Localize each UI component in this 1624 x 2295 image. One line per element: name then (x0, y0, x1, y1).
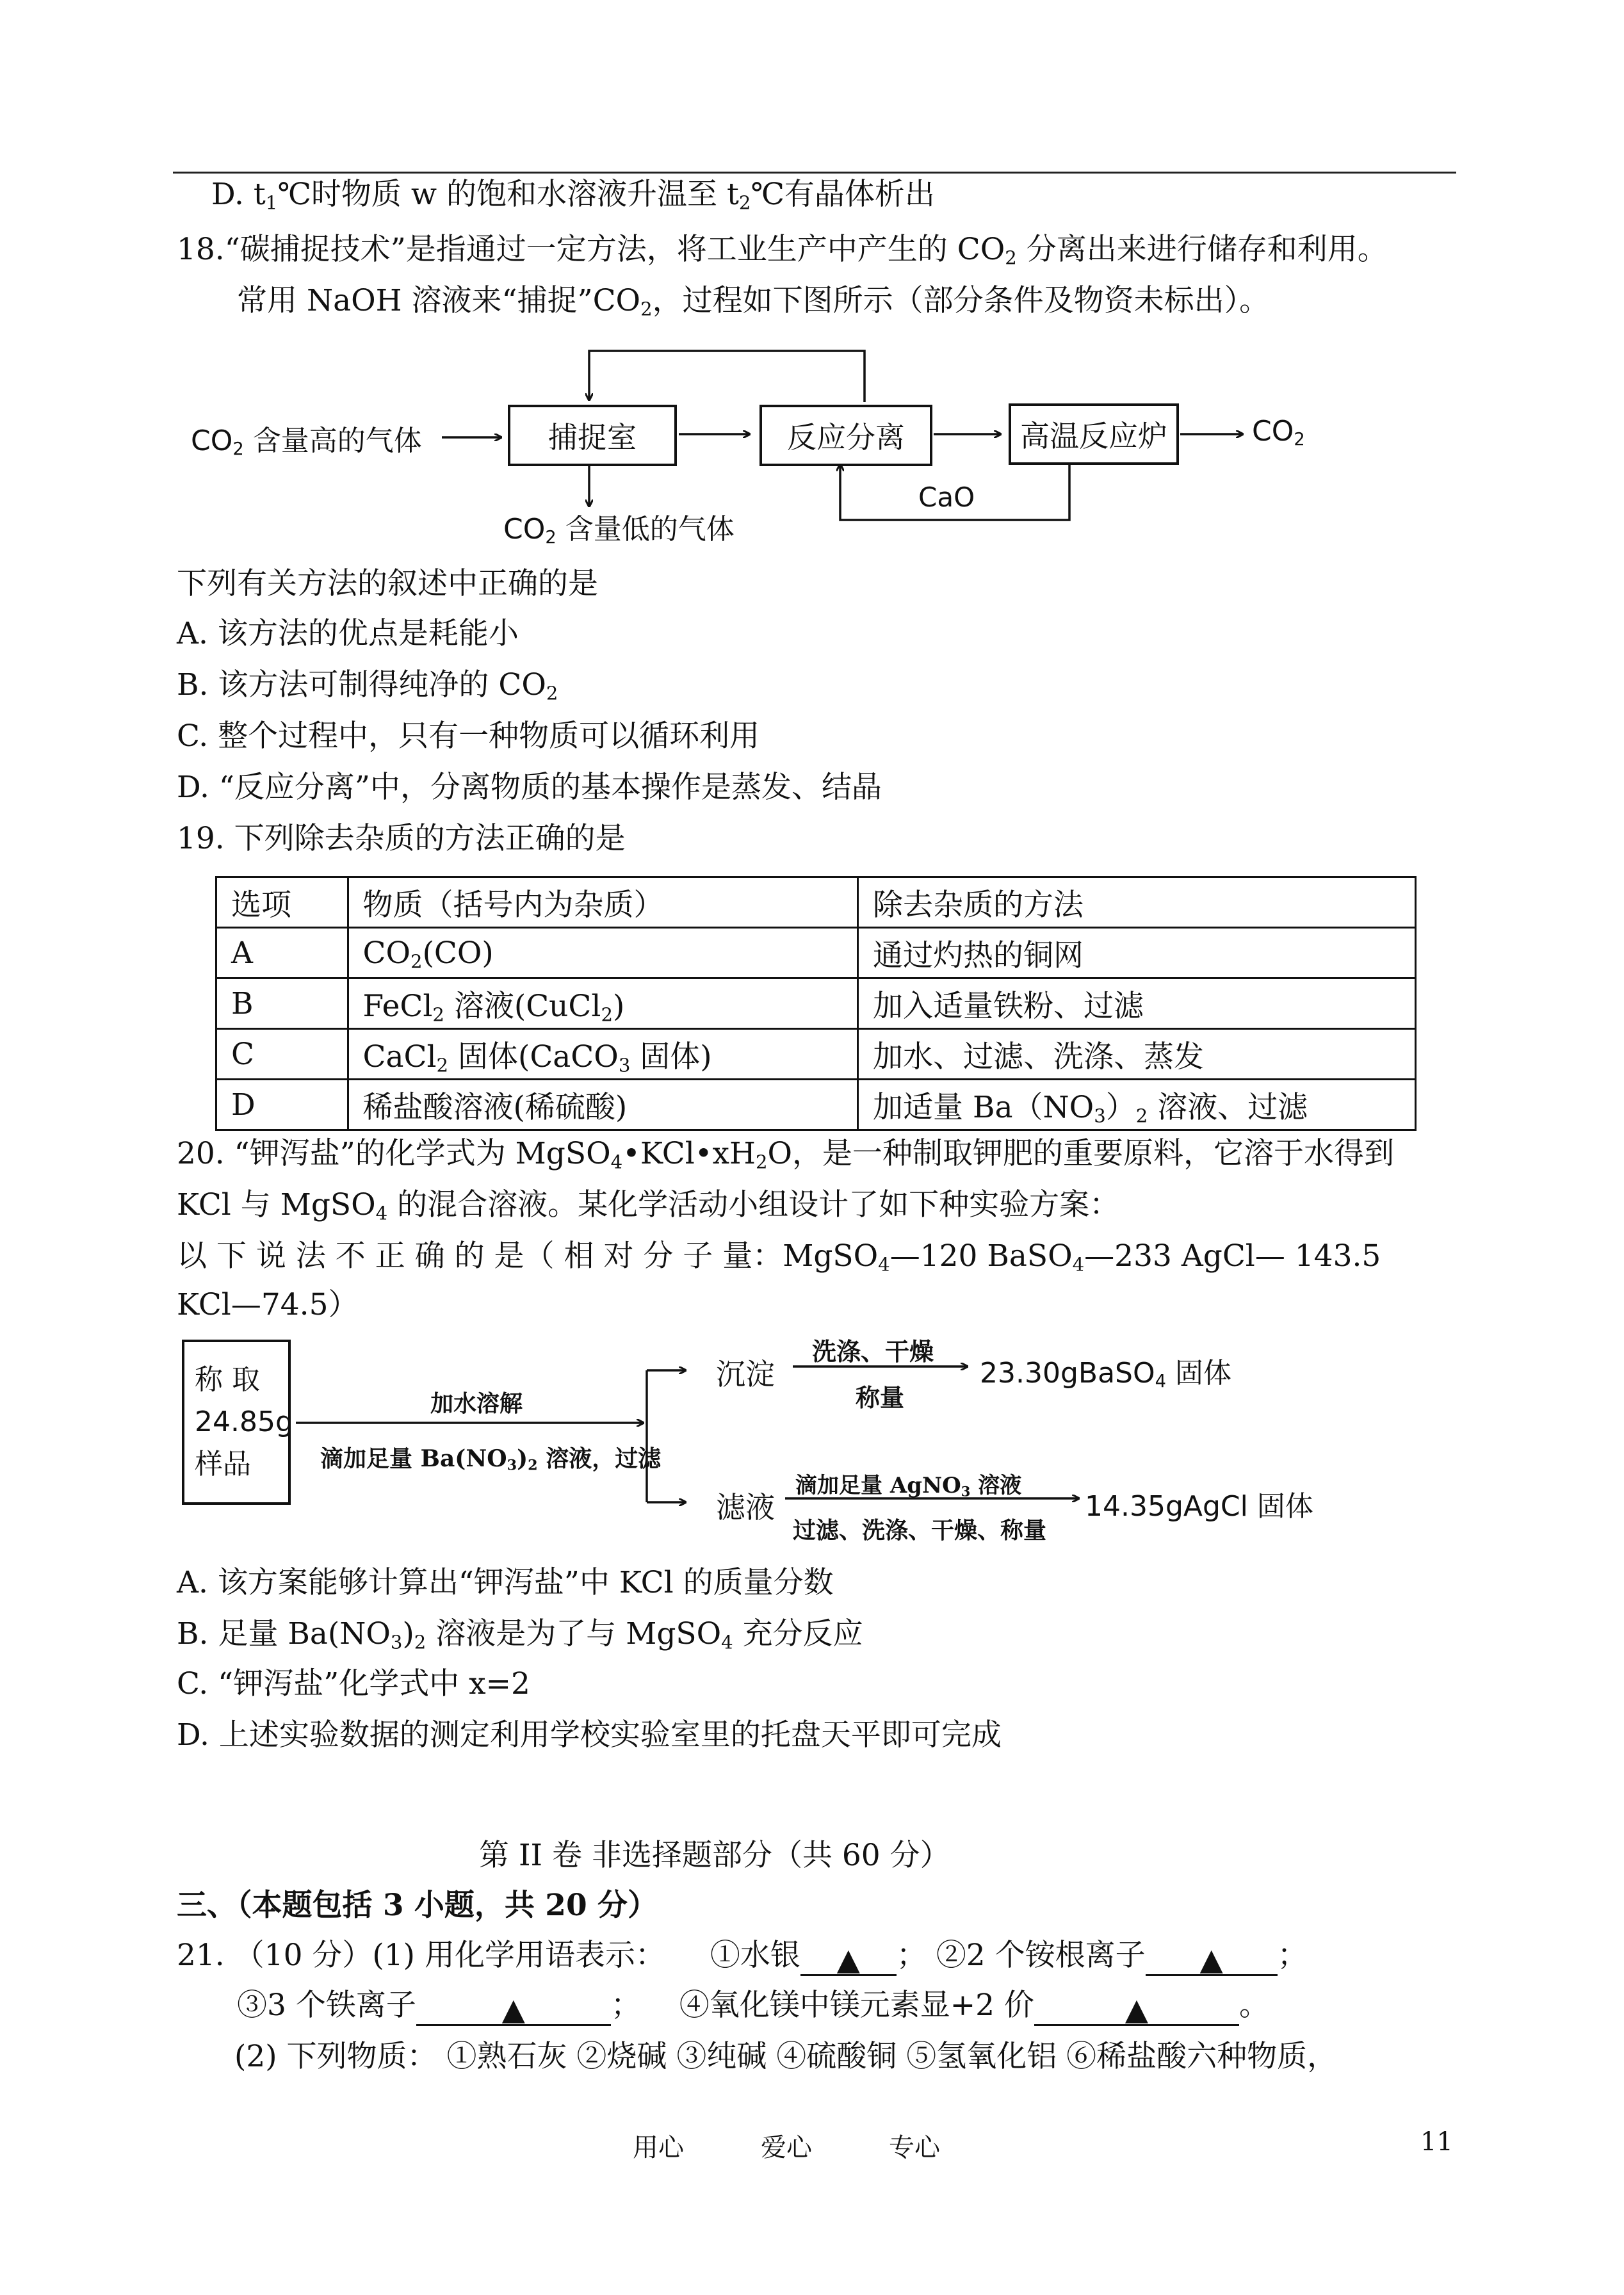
q18-box-capture-chamber: 捕捉室 (508, 405, 677, 466)
q18-option-d: D. “反应分离”中，分离物质的基本操作是蒸发、结晶 (177, 770, 882, 805)
q20-precip-step-top: 洗涤、干燥 (812, 1337, 934, 1366)
table-header: 选项 (216, 877, 348, 928)
q18-input-gas: $CO_2$ 含量高的气体 (191, 425, 422, 459)
answer-blank-4[interactable]: ▲ (1034, 1990, 1239, 2026)
q20-filtrate-step-bottom: 过滤、洗涤、干燥、称量 (793, 1517, 1047, 1544)
q18-box-high-temp-furnace: 高温反应炉 (1009, 403, 1179, 465)
q18-stem-line2: 常用 NaOH 溶液来“捕捉$”CO_2$，过程如下图所示（部分条件及物资未标出）。 (237, 283, 1270, 320)
section3-title: 三、（本题包括 3 小题，共 20 分） (177, 1888, 658, 1923)
table-cell: 稀盐酸溶液(稀硫酸) (348, 1080, 858, 1130)
answer-blank-2[interactable]: ▲ (1146, 1940, 1278, 1976)
q18-box-reaction-separation: 反应分离 (759, 405, 932, 466)
q18-option-b: B. 该方法可制得纯净的 $CO_2$ (177, 667, 558, 704)
table-cell: A (216, 928, 348, 978)
q20-option-a: A. 该方案能够计算出“钾泻盐”中 KCl 的质量分数 (177, 1565, 834, 1600)
q17-option-d: D. $t_1℃$时物质 w 的饱和水溶液升温至 $t_2℃$有晶体析出 (211, 177, 935, 214)
page-number: 11 (1420, 2127, 1453, 2157)
q20-filtrate-result: 14.35gAgCl 固体 (1085, 1490, 1313, 1523)
q20-precip-result: 23.30gBaSO$_4$ 固体 (980, 1357, 1231, 1391)
q20-stem-line4: KCl—74.5） (177, 1287, 359, 1322)
table-cell: B (216, 978, 348, 1029)
q21-line2: ③3 个铁离子 ▲ ； ④氧化镁中镁元素显+2 价 ▲ 。 (237, 1988, 1269, 2027)
q20-sample-box: 称 取 24.85g 样品 (182, 1340, 291, 1505)
q18-option-c: C. 整个过程中，只有一种物质可以循环利用 (177, 718, 760, 754)
q18-stem-line1: 18.“碳捕捉技术”是指通过一定方法，将工业生产中产生的 $CO_2$ 分离出来进行储存和利用。 (177, 232, 1388, 269)
table-cell: C (216, 1029, 348, 1080)
q18-output-co2: $CO_2$ (1252, 415, 1305, 450)
table-cell: $CO_2(CO)$ (348, 928, 858, 978)
q20-step-add-bano3: 滴加足量 $Ba(NO_3)_2$ 溶液，过滤 (320, 1445, 662, 1474)
table-cell: D (216, 1080, 348, 1130)
table-cell: 加入适量铁粉、过滤 (858, 978, 1416, 1029)
q20-precip-step-bottom: 称量 (856, 1383, 905, 1412)
q20-precipitate-label: 沉淀 (716, 1357, 775, 1391)
answer-blank-3[interactable]: ▲ (416, 1990, 611, 2026)
q20-option-c: C. “钾泻盐”化学式中 x=2 (177, 1666, 530, 1701)
q21-line3: (2) 下列物质： ①熟石灰 ②烧碱 ③纯碱 ④硫酸铜 ⑤氢氧化铝 ⑥稀盐酸六种物质， (234, 2039, 1338, 2074)
table-cell: 通过灼热的铜网 (858, 928, 1416, 978)
table-header: 物质（括号内为杂质） (348, 877, 858, 928)
q20-option-d: D. 上述实验数据的测定利用学校实验室里的托盘天平即可完成 (177, 1717, 1002, 1753)
table-cell: FeCl$_2$ 溶液(CuCl$_2$) (348, 978, 858, 1029)
table-cell: 加水、过滤、洗涤、蒸发 (858, 1029, 1416, 1080)
table-header: 除去杂质的方法 (858, 877, 1416, 928)
q21-line1: 21. （10 分）(1) 用化学用语表示： ①水银 ▲ ； ②2 个铵根离子 ▲ ； (177, 1938, 1308, 1977)
footer-motto-1: 用心 (633, 2133, 684, 2162)
answer-blank-1[interactable]: ▲ (800, 1940, 897, 1976)
q20-option-b: B. 足量 $Ba(NO_3)_2$ 溶液是为了与 MgSO$_4$ 充分反应 (177, 1616, 863, 1653)
footer-motto-2: 爱心 (761, 2133, 812, 2162)
q20-stem-line1: 20. “钾泻盐”的化学式为 $MgSO_4•KCl•xH_2O$，是一种制取钾肥的重要原料，它溶于水得到 (177, 1136, 1395, 1173)
q20-filtrate-label: 滤液 (716, 1490, 775, 1525)
q20-step-dissolve: 加水溶解 (430, 1390, 523, 1417)
q18-option-a: A. 该方法的优点是耗能小 (177, 616, 519, 651)
table-cell: 加适量 $Ba(NO_3)_2$ 溶液、过滤 (858, 1080, 1416, 1130)
q20-stem-line3: 以 下 说 法 不 正 确 的 是（ 相 对 分 子 量：MgSO$_4$—120 BaSO$_4$—233 AgCl— 143.5 (177, 1238, 1381, 1276)
q19-stem: 19. 下列除去杂质的方法正确的是 (177, 821, 626, 856)
q18-low-co2-gas: $CO_2$ 含量低的气体 (503, 513, 735, 547)
q20-filtrate-step-top: 滴加足量 AgNO$_3$ 溶液 (795, 1473, 1022, 1500)
part2-title: 第 II 卷 非选择题部分（共 60 分） (479, 1838, 950, 1873)
table-cell: CaCl$_2$ 固体(CaCO$_3$ 固体) (348, 1029, 858, 1080)
q20-stem-line2: KCl 与 MgSO$_4$ 的混合溶液。某化学活动小组设计了如下种实验方案： (177, 1187, 1120, 1224)
footer-motto-3: 专心 (889, 2133, 940, 2162)
q18-cao-label: CaO (918, 482, 975, 513)
q18-prompt: 下列有关方法的叙述中正确的是 (177, 566, 598, 601)
